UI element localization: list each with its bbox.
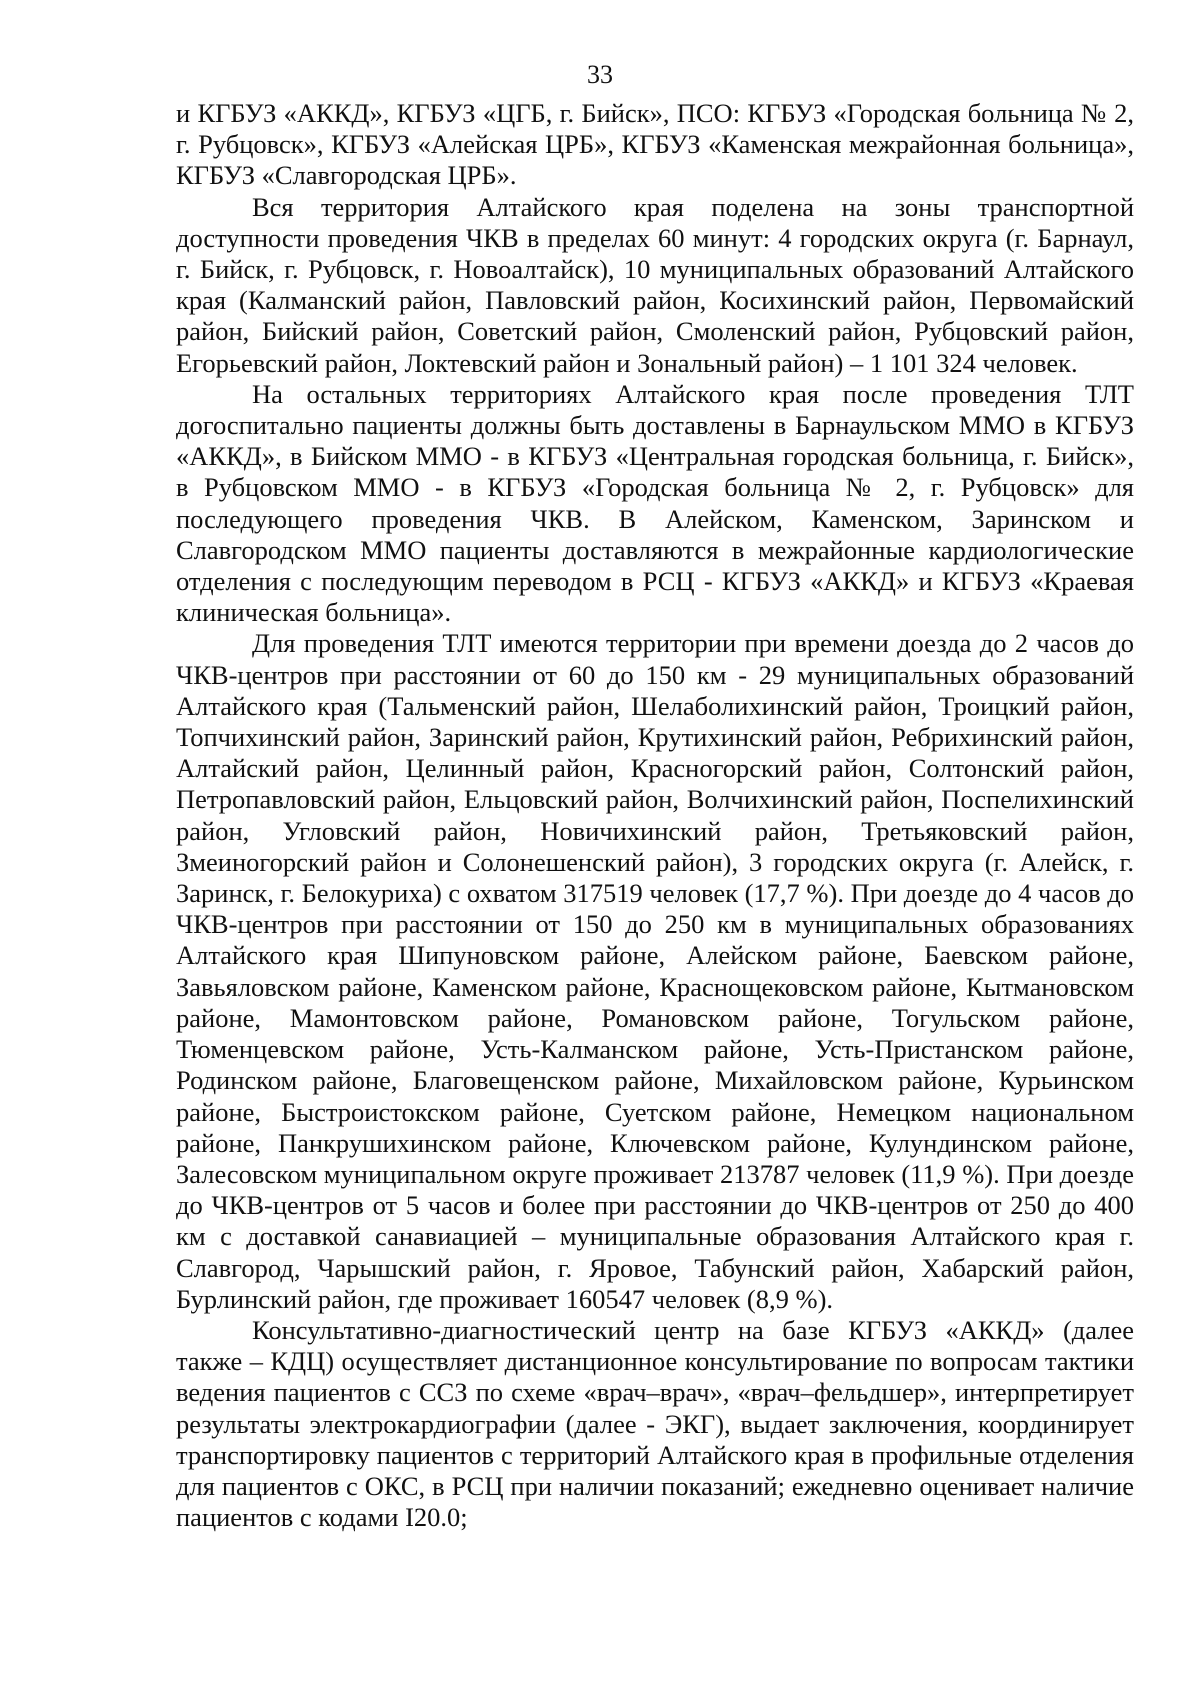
paragraph-transport-zones-60min: Вся территория Алтайского края поделена на зоны транспортной доступности проведения ЧКВ в пределах 60 минут: 4 городских округа (г. Барнаул, г. Бийск, г. Рубцовск, г. Новоалтайск), 10 муниципальных образований Алтайского края (Калманский район, Павловский район, Косихинский район, Первомайский район, Бийский район, Советский район, Смоленский район, Рубцовский район, Егорьевский район, Локтевский район и Зональный район) – 1 101 324 человек. xyxy=(176,191,1134,378)
document-body xyxy=(176,98,1134,1533)
paragraph-hospitals-list: и КГБУЗ «АККД», КГБУЗ «ЦГБ, г. Бийск», ПСО: КГБУЗ «Городская больница № 2, г. Рубцовск», КГБУЗ «Алейская ЦРБ», КГБУЗ «Каменская межрайонная больница», КГБУЗ «Славгородская ЦРБ». xyxy=(176,98,1134,191)
page-number: 33 xyxy=(587,60,613,89)
paragraph-tlt-territories: Для проведения ТЛТ имеются территории при времени доезда до 2 часов до ЧКВ-центров при расстоянии от 60 до 150 км - 29 муниципальных образований Алтайского края (Тальменский район, Шелаболихинский район, Троицкий район, Топчихинский район, Заринский район, Крутихинский район, Ребрихинский район, Алтайский район, Целинный район, Красногорский район, Солтонский район, Петропавловский район, Ельцовский район, Волчихинский район, Поспелихинский район, Угловский район, Новичихинский район, Третьяковский район, Змеиногорский район и Солонешенский район), 3 городских округа (г. Алейск, г. Заринск, г. Белокуриха) с охватом 317519 человек (17,7 %). При доезде до 4 часов до ЧКВ-центров при расстоянии от 150 до 250 км в муниципальных образованиях Алтайского края Шипуновском районе, Алейском районе, Баевском районе, Завьяловском районе, Каменском районе, Краснощековском районе, Кытмановском районе, Мамонтовском районе, Романовском районе, Тогульском районе, Тюменцевском районе, Усть-Калманском районе, Усть-Пристанском районе, Родинском районе, Благовещенском районе, Михайловском районе, Курьинском районе, Быстроистокском районе, Суетском районе, Немецком национальном районе, Панкрушихинском районе, Ключевском районе, Кулундинском районе, Залесовском муниципальном округе проживает 213787 человек (11,9 %). При доезде до ЧКВ-центров от 5 часов и более при расстоянии до ЧКВ-центров от 250 до 400 км с доставкой санавиацией – муниципальные образования Алтайского края г. Славгород, Чарышский район, г. Яровое, Табунский район, Хабарский район, Бурлинский район, где проживает 160547 человек (8,9 %). xyxy=(176,628,1134,1314)
paragraph-consultation-center: Консультативно-диагностический центр на базе КГБУЗ «АККД» (далее также – КДЦ) осуществляет дистанционное консультирование по вопросам тактики ведения пациентов с ССЗ по схеме «врач–врач», «врач–фельдшер», интерпретирует результаты электрокардиографии (далее - ЭКГ), выдает заключения, координирует транспортировку пациентов с территорий Алтайского края в профильные отделения для пациентов с ОКС, в РСЦ при наличии показаний; ежедневно оценивает наличие пациентов с кодами I20.0; xyxy=(176,1314,1134,1533)
paragraph-other-territories: На остальных территориях Алтайского края после проведения ТЛТ догоспитально пациенты должны быть доставлены в Барнаульском ММО в КГБУЗ «АККД», в Бийском ММО - в КГБУЗ «Центральная городская больница, г. Бийск», в Рубцовском ММО - в КГБУЗ «Городская больница № 2, г. Рубцовск» для последующего проведения ЧКВ. В Алейском, Каменском, Заринском и Славгородском ММО пациенты доставляются в межрайонные кардиологические отделения с последующим переводом в РСЦ - КГБУЗ «АККД» и КГБУЗ «Краевая клиническая больница». xyxy=(176,378,1134,628)
